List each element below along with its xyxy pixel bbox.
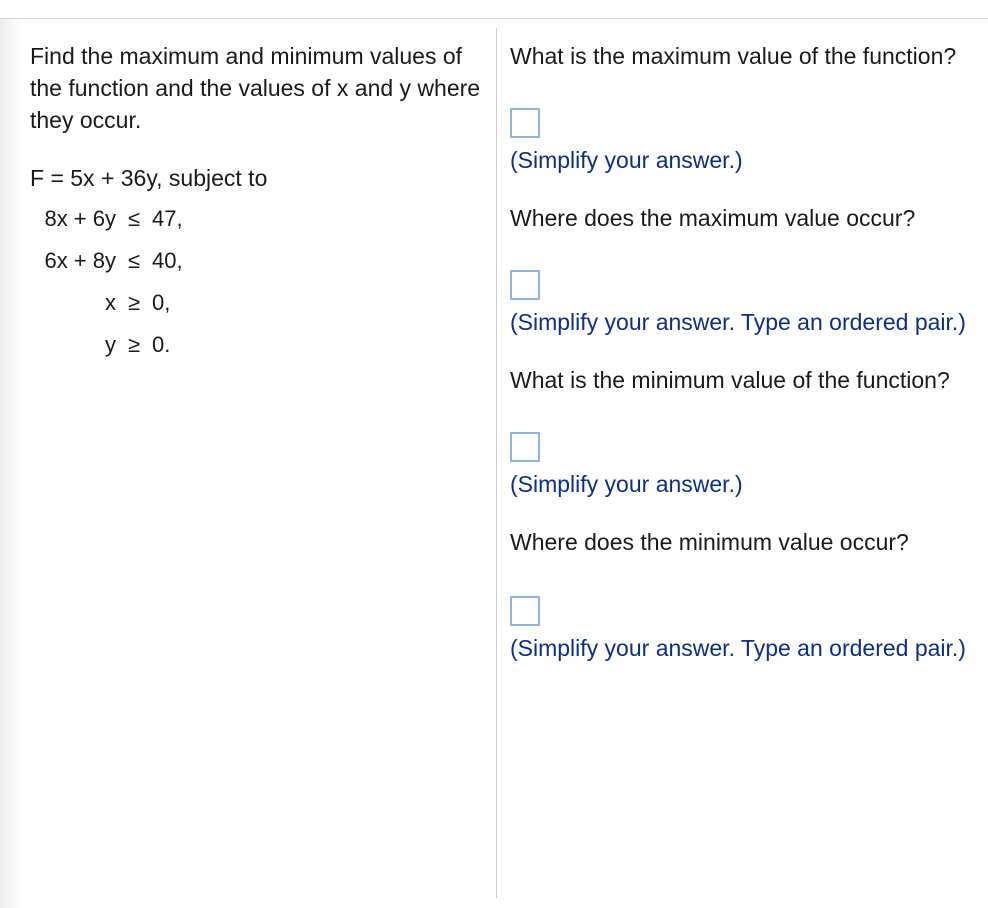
constraint-lhs: 6x + 8y [44, 248, 116, 273]
constraint-rhs: 40, [152, 248, 183, 273]
constraint-list [30, 198, 490, 366]
objective-function: F = 5x + 36y, subject to [30, 165, 268, 191]
constraint-row [30, 240, 490, 282]
constraint-row [30, 282, 490, 324]
problem-pane [30, 40, 490, 366]
constraint-rhs: 0, [152, 290, 171, 315]
answer-hint: (Simplify your answer. Type an ordered pair.) [510, 635, 966, 661]
constraint-rhs: 47, [152, 206, 183, 231]
question-max-value [510, 40, 980, 176]
answer-hint: (Simplify your answer. Type an ordered pair.) [510, 309, 966, 335]
constraint-operator: ≥ [127, 290, 141, 315]
top-divider [0, 18, 988, 19]
question-text: Where does the maximum value occur? [510, 205, 916, 231]
answer-hint: (Simplify your answer.) [510, 147, 743, 173]
constraint-row [30, 324, 490, 366]
question-text: Where does the minimum value occur? [510, 529, 909, 555]
min-point-answer-box[interactable] [510, 596, 540, 626]
constraint-operator: ≥ [127, 332, 141, 357]
answer-hint: (Simplify your answer.) [510, 471, 743, 497]
min-value-answer-box[interactable] [510, 432, 540, 462]
question-min-value [510, 364, 980, 500]
constraint-rhs: 0. [152, 332, 171, 357]
question-text: What is the maximum value of the function? [510, 43, 957, 69]
question-min-point [510, 526, 980, 664]
problem-instructions: Find the maximum and minimum values of the function and the values of x and y where they occur. [30, 43, 481, 133]
constraint-lhs: y [105, 332, 116, 357]
constraint-operator: ≤ [127, 248, 141, 273]
max-value-answer-box[interactable] [510, 108, 540, 138]
question-max-point [510, 202, 980, 338]
constraint-operator: ≤ [127, 206, 141, 231]
question-text: What is the minimum value of the function? [510, 367, 950, 393]
max-point-answer-box[interactable] [510, 270, 540, 300]
answer-pane [510, 40, 980, 664]
constraint-lhs: x [105, 290, 116, 315]
constraint-lhs: 8x + 6y [44, 206, 116, 231]
pane-divider [496, 28, 497, 898]
left-edge-shadow [0, 19, 22, 908]
constraint-row [30, 198, 490, 240]
